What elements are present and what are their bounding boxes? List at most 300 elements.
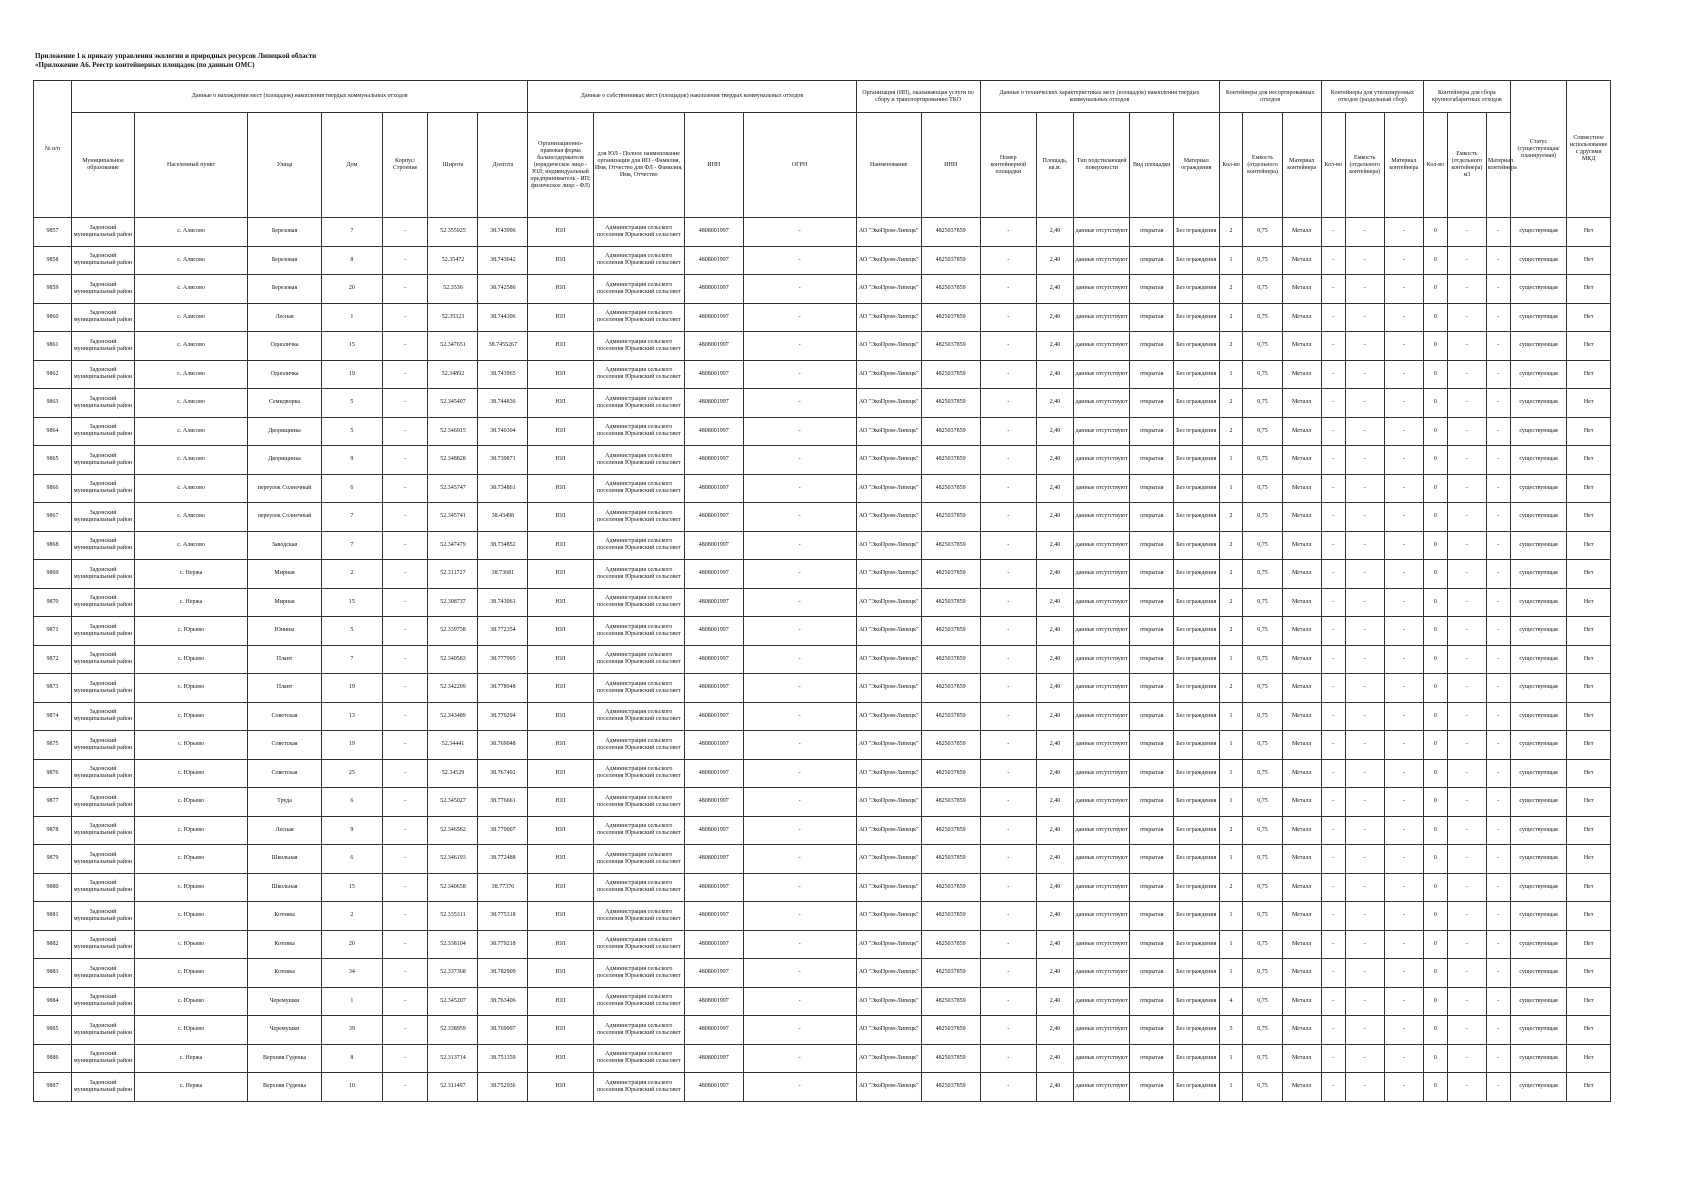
table-cell: -: [743, 446, 856, 475]
table-cell: 38.743965: [478, 360, 528, 389]
table-cell: Без ограждения: [1173, 873, 1219, 902]
table-cell: -: [1486, 702, 1510, 731]
col-header-operator-name: Наименование: [856, 113, 921, 218]
table-cell: Металл: [1282, 1044, 1321, 1073]
table-cell: 2: [1219, 218, 1243, 247]
table-cell: 5: [1219, 1016, 1243, 1045]
table-row: [34, 1044, 1611, 1073]
table-cell: Металл: [1282, 531, 1321, 560]
table-cell: Металл: [1282, 332, 1321, 361]
table-cell: Нет: [1567, 588, 1611, 617]
table-cell: -: [743, 873, 856, 902]
table-cell: -: [382, 674, 428, 703]
table-cell: -: [743, 332, 856, 361]
table-cell: Одноличка: [248, 360, 322, 389]
table-cell: -: [1321, 731, 1345, 760]
table-cell: 0,75: [1243, 503, 1282, 532]
table-cell: -: [382, 417, 428, 446]
table-cell: 2,40: [1037, 560, 1074, 589]
table-cell: существующая: [1510, 275, 1567, 304]
table-cell: 15: [321, 873, 382, 902]
table-cell: Нет: [1567, 845, 1611, 874]
table-cell: Администрация сельского поселения Юрьевский сельсовет: [593, 332, 684, 361]
table-cell: 0,75: [1243, 645, 1282, 674]
table-cell: -: [1447, 1073, 1486, 1102]
table-cell: 9: [321, 446, 382, 475]
table-cell: 0: [1423, 503, 1447, 532]
table-cell: -: [743, 474, 856, 503]
table-row: [34, 674, 1611, 703]
table-cell: -: [1384, 474, 1423, 503]
table-cell: Нет: [1567, 930, 1611, 959]
table-cell: 7: [321, 645, 382, 674]
table-cell: -: [1486, 645, 1510, 674]
table-cell: 0,75: [1243, 987, 1282, 1016]
table-cell: -: [382, 503, 428, 532]
table-cell: -: [1384, 332, 1423, 361]
table-cell: ЮЛ: [528, 1073, 593, 1102]
table-cell: АО "ЭкоПром-Липецк": [856, 788, 921, 817]
table-cell: существующая: [1510, 674, 1567, 703]
table-cell: Верхняя Гуденка: [248, 1044, 322, 1073]
table-cell: 1: [1219, 1044, 1243, 1073]
table-cell: Мирная: [248, 588, 322, 617]
table-cell: -: [1384, 845, 1423, 874]
table-cell: -: [1486, 930, 1510, 959]
table-cell: -: [1384, 702, 1423, 731]
group-operator: Организация (ИП), оказывающая услуги по сбору и транспортированию ТКО: [856, 81, 980, 113]
table-cell: Металл: [1282, 560, 1321, 589]
table-cell: 1: [321, 303, 382, 332]
table-cell: АО "ЭкоПром-Липецк": [856, 930, 921, 959]
table-cell: 2,40: [1037, 845, 1074, 874]
table-cell: данные отсутствуют: [1073, 275, 1130, 304]
table-cell: АО "ЭкоПром-Липецк": [856, 674, 921, 703]
table-cell: с. Нержа: [135, 560, 248, 589]
table-cell: Металл: [1282, 303, 1321, 332]
table-cell: Администрация сельского поселения Юрьевский сельсовет: [593, 902, 684, 931]
table-cell: Нет: [1567, 303, 1611, 332]
table-cell: 0,75: [1243, 731, 1282, 760]
table-cell: 9882: [34, 930, 72, 959]
col-header-shared-use: Совместное использование с другими МКД: [1567, 81, 1611, 218]
table-row: [34, 759, 1611, 788]
table-cell: 9871: [34, 617, 72, 646]
table-row: [34, 446, 1611, 475]
table-cell: 38.752936: [478, 1073, 528, 1102]
table-cell: данные отсутствуют: [1073, 702, 1130, 731]
table-cell: Нет: [1567, 417, 1611, 446]
table-cell: открытая: [1130, 702, 1173, 731]
table-cell: 1: [1219, 360, 1243, 389]
table-cell: Нет: [1567, 1044, 1611, 1073]
table-cell: -: [1384, 1044, 1423, 1073]
table-cell: 9880: [34, 873, 72, 902]
table-cell: 38.740304: [478, 417, 528, 446]
col-header-fence-material: Материал ограждения: [1173, 113, 1219, 218]
table-cell: 0: [1423, 788, 1447, 817]
table-cell: -: [980, 873, 1037, 902]
table-cell: 0,75: [1243, 1016, 1282, 1045]
table-cell: -: [1486, 389, 1510, 418]
table-cell: Нет: [1567, 332, 1611, 361]
table-cell: 52.335311: [428, 902, 478, 931]
table-cell: -: [1447, 702, 1486, 731]
table-cell: 9885: [34, 1016, 72, 1045]
table-cell: -: [980, 617, 1037, 646]
table-cell: -: [1384, 503, 1423, 532]
col-header-surface-type: Тип подстилающей поверхности: [1073, 113, 1130, 218]
table-cell: -: [1345, 873, 1384, 902]
table-row: [34, 1073, 1611, 1102]
table-cell: данные отсутствуют: [1073, 674, 1130, 703]
table-cell: АО "ЭкоПром-Липецк": [856, 702, 921, 731]
table-cell: с. Алисово: [135, 303, 248, 332]
table-row: [34, 702, 1611, 731]
col-header-site-type: Вид площадки: [1130, 113, 1173, 218]
table-cell: -: [1321, 275, 1345, 304]
table-cell: -: [980, 902, 1037, 931]
table-cell: Металл: [1282, 645, 1321, 674]
table-cell: -: [1321, 531, 1345, 560]
table-cell: Нет: [1567, 702, 1611, 731]
table-row: [34, 845, 1611, 874]
table-cell: -: [1345, 474, 1384, 503]
table-cell: -: [743, 417, 856, 446]
table-row: [34, 617, 1611, 646]
table-cell: 38.769048: [478, 731, 528, 760]
table-cell: ЮЛ: [528, 902, 593, 931]
table-cell: Администрация сельского поселения Юрьевский сельсовет: [593, 474, 684, 503]
table-cell: Администрация сельского поселения Юрьевский сельсовет: [593, 303, 684, 332]
table-cell: 0,75: [1243, 246, 1282, 275]
table-cell: данные отсутствуют: [1073, 987, 1130, 1016]
table-cell: 38.744836: [478, 389, 528, 418]
table-cell: Металл: [1282, 930, 1321, 959]
table-cell: Администрация сельского поселения Юрьевский сельсовет: [593, 759, 684, 788]
table-cell: 7: [321, 503, 382, 532]
table-cell: Металл: [1282, 1073, 1321, 1102]
table-cell: 2,40: [1037, 959, 1074, 988]
table-cell: данные отсутствуют: [1073, 1073, 1130, 1102]
table-cell: АО "ЭкоПром-Липецк": [856, 503, 921, 532]
table-cell: -: [382, 246, 428, 275]
table-cell: -: [1384, 873, 1423, 902]
table-cell: 1: [1219, 474, 1243, 503]
table-cell: 4808001997: [684, 617, 743, 646]
table-cell: 4825037859: [921, 731, 980, 760]
table-cell: -: [1321, 1073, 1345, 1102]
table-cell: данные отсутствуют: [1073, 902, 1130, 931]
table-cell: 0,75: [1243, 360, 1282, 389]
table-cell: данные отсутствуют: [1073, 503, 1130, 532]
table-cell: 38.779218: [478, 930, 528, 959]
table-cell: 2: [1219, 417, 1243, 446]
table-cell: 1: [1219, 759, 1243, 788]
table-cell: 39: [321, 1016, 382, 1045]
table-cell: -: [1321, 702, 1345, 731]
table-cell: 0,75: [1243, 702, 1282, 731]
table-cell: 9881: [34, 902, 72, 931]
table-cell: 0,75: [1243, 446, 1282, 475]
table-cell: -: [1447, 531, 1486, 560]
col-header-recyclable-capacity: Емкость (отдельного контейнера): [1345, 113, 1384, 218]
table-cell: -: [980, 417, 1037, 446]
table-cell: 4825037859: [921, 588, 980, 617]
table-cell: -: [1345, 845, 1384, 874]
table-cell: -: [743, 588, 856, 617]
table-cell: данные отсутствуют: [1073, 959, 1130, 988]
table-cell: Школьная: [248, 845, 322, 874]
table-cell: -: [743, 930, 856, 959]
table-cell: ЮЛ: [528, 873, 593, 902]
table-cell: с. Юрьево: [135, 731, 248, 760]
table-cell: данные отсутствуют: [1073, 246, 1130, 275]
table-cell: -: [382, 218, 428, 247]
col-header-recyclable-count: Кол-во: [1321, 113, 1345, 218]
table-row: [34, 275, 1611, 304]
table-cell: 4825037859: [921, 303, 980, 332]
table-cell: -: [980, 674, 1037, 703]
table-cell: 0: [1423, 588, 1447, 617]
table-cell: открытая: [1130, 332, 1173, 361]
table-row: [34, 474, 1611, 503]
table-cell: Нет: [1567, 360, 1611, 389]
table-cell: 0: [1423, 617, 1447, 646]
table-cell: Нет: [1567, 617, 1611, 646]
table-cell: 0: [1423, 702, 1447, 731]
table-cell: Нет: [1567, 959, 1611, 988]
table-cell: открытая: [1130, 959, 1173, 988]
table-cell: Нет: [1567, 902, 1611, 931]
table-row: [34, 588, 1611, 617]
table-cell: -: [1447, 1044, 1486, 1073]
table-cell: Школьная: [248, 873, 322, 902]
table-cell: -: [382, 560, 428, 589]
table-cell: -: [1384, 531, 1423, 560]
table-cell: 9861: [34, 332, 72, 361]
table-cell: 38.7455267: [478, 332, 528, 361]
col-header-street: Улица: [248, 113, 322, 218]
table-cell: Металл: [1282, 246, 1321, 275]
col-header-operator-inn: ИНН: [921, 113, 980, 218]
table-cell: Задонский муниципальный район: [72, 275, 135, 304]
table-cell: Администрация сельского поселения Юрьевский сельсовет: [593, 873, 684, 902]
table-cell: 0: [1423, 987, 1447, 1016]
table-cell: -: [1321, 1044, 1345, 1073]
group-owner: Данные о собственниках мест (площадок) накопления твердых коммунальных отходов: [528, 81, 856, 113]
table-cell: -: [1486, 218, 1510, 247]
table-cell: -: [1321, 560, 1345, 589]
table-cell: 52.34441: [428, 731, 478, 760]
table-row: [34, 1016, 1611, 1045]
table-cell: -: [980, 588, 1037, 617]
table-cell: АО "ЭкоПром-Липецк": [856, 902, 921, 931]
table-cell: 2,40: [1037, 617, 1074, 646]
table-cell: 0: [1423, 360, 1447, 389]
table-cell: с. Юрьево: [135, 759, 248, 788]
table-cell: существующая: [1510, 531, 1567, 560]
table-cell: Металл: [1282, 816, 1321, 845]
table-row: [34, 531, 1611, 560]
table-cell: Без ограждения: [1173, 759, 1219, 788]
table-cell: -: [382, 987, 428, 1016]
table-cell: 2,40: [1037, 674, 1074, 703]
table-cell: открытая: [1130, 588, 1173, 617]
table-cell: Мирная: [248, 560, 322, 589]
table-cell: Без ограждения: [1173, 446, 1219, 475]
table-cell: 2: [1219, 531, 1243, 560]
table-cell: открытая: [1130, 360, 1173, 389]
table-cell: 0,75: [1243, 218, 1282, 247]
table-cell: -: [980, 389, 1037, 418]
table-cell: -: [1321, 987, 1345, 1016]
table-cell: 7: [321, 218, 382, 247]
table-cell: 9: [321, 816, 382, 845]
table-cell: 9869: [34, 560, 72, 589]
table-cell: 52.346915: [428, 417, 478, 446]
col-header-bulky-count: Кол-во: [1423, 113, 1447, 218]
table-cell: 5: [321, 617, 382, 646]
table-cell: с. Алисово: [135, 474, 248, 503]
table-cell: открытая: [1130, 389, 1173, 418]
table-cell: -: [743, 503, 856, 532]
table-cell: 52.340583: [428, 645, 478, 674]
table-cell: АО "ЭкоПром-Липецк": [856, 987, 921, 1016]
table-cell: -: [1486, 360, 1510, 389]
table-cell: -: [1345, 446, 1384, 475]
table-cell: АО "ЭкоПром-Липецк": [856, 218, 921, 247]
table-cell: 4808001997: [684, 702, 743, 731]
table-cell: Советская: [248, 731, 322, 760]
table-cell: 0: [1423, 417, 1447, 446]
table-cell: Без ограждения: [1173, 902, 1219, 931]
table-cell: -: [743, 617, 856, 646]
table-cell: 52.347651: [428, 332, 478, 361]
table-cell: 9879: [34, 845, 72, 874]
table-cell: 0,75: [1243, 674, 1282, 703]
table-cell: 0,75: [1243, 1044, 1282, 1073]
table-cell: открытая: [1130, 1044, 1173, 1073]
col-header-settlement: Населенный пункт: [135, 113, 248, 218]
table-cell: -: [1486, 959, 1510, 988]
table-cell: данные отсутствуют: [1073, 645, 1130, 674]
table-cell: 4825037859: [921, 759, 980, 788]
table-cell: Без ограждения: [1173, 275, 1219, 304]
table-row: [34, 645, 1611, 674]
table-cell: 4825037859: [921, 645, 980, 674]
table-cell: 2,40: [1037, 987, 1074, 1016]
table-cell: Администрация сельского поселения Юрьевский сельсовет: [593, 588, 684, 617]
table-cell: Металл: [1282, 788, 1321, 817]
table-row: [34, 560, 1611, 589]
table-cell: данные отсутствуют: [1073, 303, 1130, 332]
table-cell: Задонский муниципальный район: [72, 474, 135, 503]
table-cell: существующая: [1510, 389, 1567, 418]
table-cell: -: [1384, 959, 1423, 988]
table-cell: -: [1486, 845, 1510, 874]
column-header-row: [34, 113, 1611, 218]
table-cell: 9886: [34, 1044, 72, 1073]
table-cell: 2,40: [1037, 588, 1074, 617]
table-cell: -: [1345, 930, 1384, 959]
col-header-legal-form: Организационно-правовая форма балансодержателя (юридическое лицо - ЮЛ; индивидуальный предприниматель - ИП; физическое лицо - ФЛ): [528, 113, 593, 218]
table-cell: ЮЛ: [528, 474, 593, 503]
table-cell: данные отсутствуют: [1073, 1044, 1130, 1073]
table-cell: с. Алисово: [135, 531, 248, 560]
table-cell: 52.34529: [428, 759, 478, 788]
table-cell: -: [382, 389, 428, 418]
table-cell: -: [1447, 759, 1486, 788]
table-cell: 38.767492: [478, 759, 528, 788]
table-cell: -: [382, 1016, 428, 1045]
table-cell: Березовая: [248, 246, 322, 275]
table-cell: 9883: [34, 959, 72, 988]
table-cell: Задонский муниципальный район: [72, 360, 135, 389]
table-cell: существующая: [1510, 816, 1567, 845]
table-cell: -: [1345, 531, 1384, 560]
table-cell: -: [743, 246, 856, 275]
table-cell: Нет: [1567, 474, 1611, 503]
table-cell: АО "ЭкоПром-Липецк": [856, 845, 921, 874]
table-cell: Нет: [1567, 873, 1611, 902]
table-cell: 4808001997: [684, 759, 743, 788]
table-cell: 4808001997: [684, 560, 743, 589]
table-cell: Черемушки: [248, 1016, 322, 1045]
table-cell: 0: [1423, 446, 1447, 475]
table-cell: данные отсутствуют: [1073, 417, 1130, 446]
table-cell: Металл: [1282, 845, 1321, 874]
table-cell: -: [1486, 617, 1510, 646]
table-cell: существующая: [1510, 503, 1567, 532]
table-cell: Администрация сельского поселения Юрьевский сельсовет: [593, 246, 684, 275]
table-cell: данные отсутствуют: [1073, 560, 1130, 589]
table-cell: Администрация сельского поселения Юрьевский сельсовет: [593, 930, 684, 959]
table-cell: -: [1321, 816, 1345, 845]
table-cell: 9870: [34, 588, 72, 617]
table-cell: переулок Солнечный: [248, 503, 322, 532]
table-cell: Без ограждения: [1173, 674, 1219, 703]
table-cell: АО "ЭкоПром-Липецк": [856, 275, 921, 304]
table-cell: -: [1321, 873, 1345, 902]
table-cell: 38.763406: [478, 987, 528, 1016]
table-cell: 52.339758: [428, 617, 478, 646]
title-line-1: Приложение 1 к приказу управления экологии и природных ресурсов Липецкой области: [35, 52, 317, 60]
table-cell: -: [1345, 702, 1384, 731]
table-cell: Администрация сельского поселения Юрьевский сельсовет: [593, 417, 684, 446]
table-cell: -: [743, 645, 856, 674]
table-cell: 10: [321, 1073, 382, 1102]
table-cell: Задонский муниципальный район: [72, 1016, 135, 1045]
table-cell: -: [1384, 218, 1423, 247]
table-cell: существующая: [1510, 1073, 1567, 1102]
table-cell: -: [1321, 474, 1345, 503]
table-cell: 38.734861: [478, 474, 528, 503]
table-cell: 4825037859: [921, 389, 980, 418]
table-cell: 9858: [34, 246, 72, 275]
table-cell: -: [1486, 731, 1510, 760]
table-cell: Нет: [1567, 446, 1611, 475]
table-cell: 4808001997: [684, 218, 743, 247]
table-row: [34, 902, 1611, 931]
table-cell: открытая: [1130, 503, 1173, 532]
table-cell: 1: [1219, 788, 1243, 817]
table-cell: 52.340658: [428, 873, 478, 902]
table-cell: данные отсутствуют: [1073, 930, 1130, 959]
table-cell: 0: [1423, 531, 1447, 560]
table-cell: -: [1486, 987, 1510, 1016]
table-cell: АО "ЭкоПром-Липецк": [856, 531, 921, 560]
